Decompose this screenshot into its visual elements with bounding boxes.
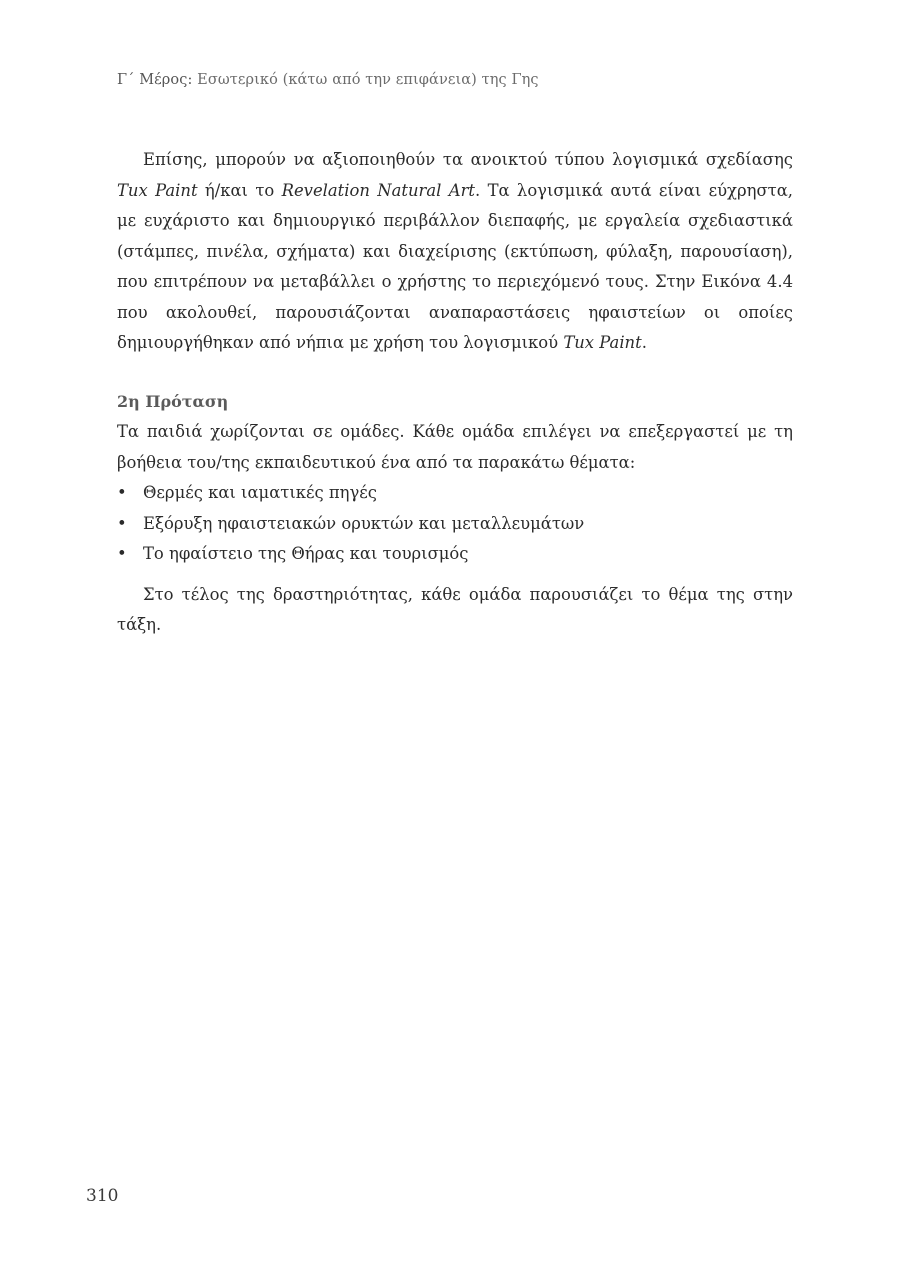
software-name-tux-paint-2: Tux Paint — [563, 333, 642, 352]
list-item — [117, 478, 793, 509]
topic-list — [117, 478, 793, 570]
software-name-revelation: Revelation Natural Art — [281, 180, 475, 200]
list-item-text: Εξόρυξη ηφαιστειακών ορυκτών και μεταλλευμάτων — [143, 513, 585, 533]
paragraph-text-4: . — [641, 333, 647, 352]
list-item — [117, 509, 793, 540]
closing-paragraph: Στο τέλος της δραστηριότητας, κάθε ομάδα παρουσιάζει το θέμα της στην τάξη. — [117, 584, 793, 634]
paragraph-text-3: . Τα λογισμικά αυτά είναι εύχρηστα, με ευχάριστο και δημιουργικό περιβάλλον διεπαφής, με εργαλεία σχεδιαστικά (στάμπες, πινέλα, σχήματα) και διαχείρισης (εκτύπωση, φύλαξη, παρουσίαση), που επιτρέπουν να μεταβάλλει ο χρήστης το περιεχόμενό τους. Στην Εικόνα 4.4 που ακολουθεί, παρουσιάζονται αναπαραστάσεις ηφαιστείων οι οποίες δημιουργήθηκαν από νήπια με χρήση του λογισμικού — [117, 180, 793, 352]
paragraph-text-1: Επίσης, μπορούν να αξιοποιηθούν τα ανοικτού τύπου λογισμικά σχεδίασης — [143, 150, 793, 169]
paragraph-text-2: ή/και το — [197, 180, 282, 200]
section-heading: 2η Πρόταση — [117, 391, 229, 411]
bullet-icon: • — [117, 483, 127, 502]
part-label: Γ΄ Μέρος: — [117, 72, 193, 88]
bullet-icon: • — [117, 513, 127, 533]
page-number: 310 — [86, 1186, 119, 1206]
list-item — [117, 539, 793, 570]
chapter-title: Εσωτερικό (κάτω από την επιφάνεια) της Γης — [197, 72, 539, 88]
running-header — [117, 72, 539, 88]
software-name-tux-paint: Tux Paint — [117, 180, 198, 200]
section-intro: Τα παιδιά χωρίζονται σε ομάδες. Κάθε ομάδα επιλέγει να επεξεργαστεί με τη βοήθεια του/της εκπαιδευτικού ένα από τα παρακάτω θέματα: — [117, 422, 793, 472]
list-item-text: Το ηφαίστειο της Θήρας και τουρισμός — [143, 544, 469, 563]
bullet-icon: • — [117, 544, 127, 563]
paragraph-software — [117, 145, 793, 359]
list-item-text: Θερμές και ιαματικές πηγές — [143, 483, 377, 502]
main-content — [117, 145, 793, 641]
